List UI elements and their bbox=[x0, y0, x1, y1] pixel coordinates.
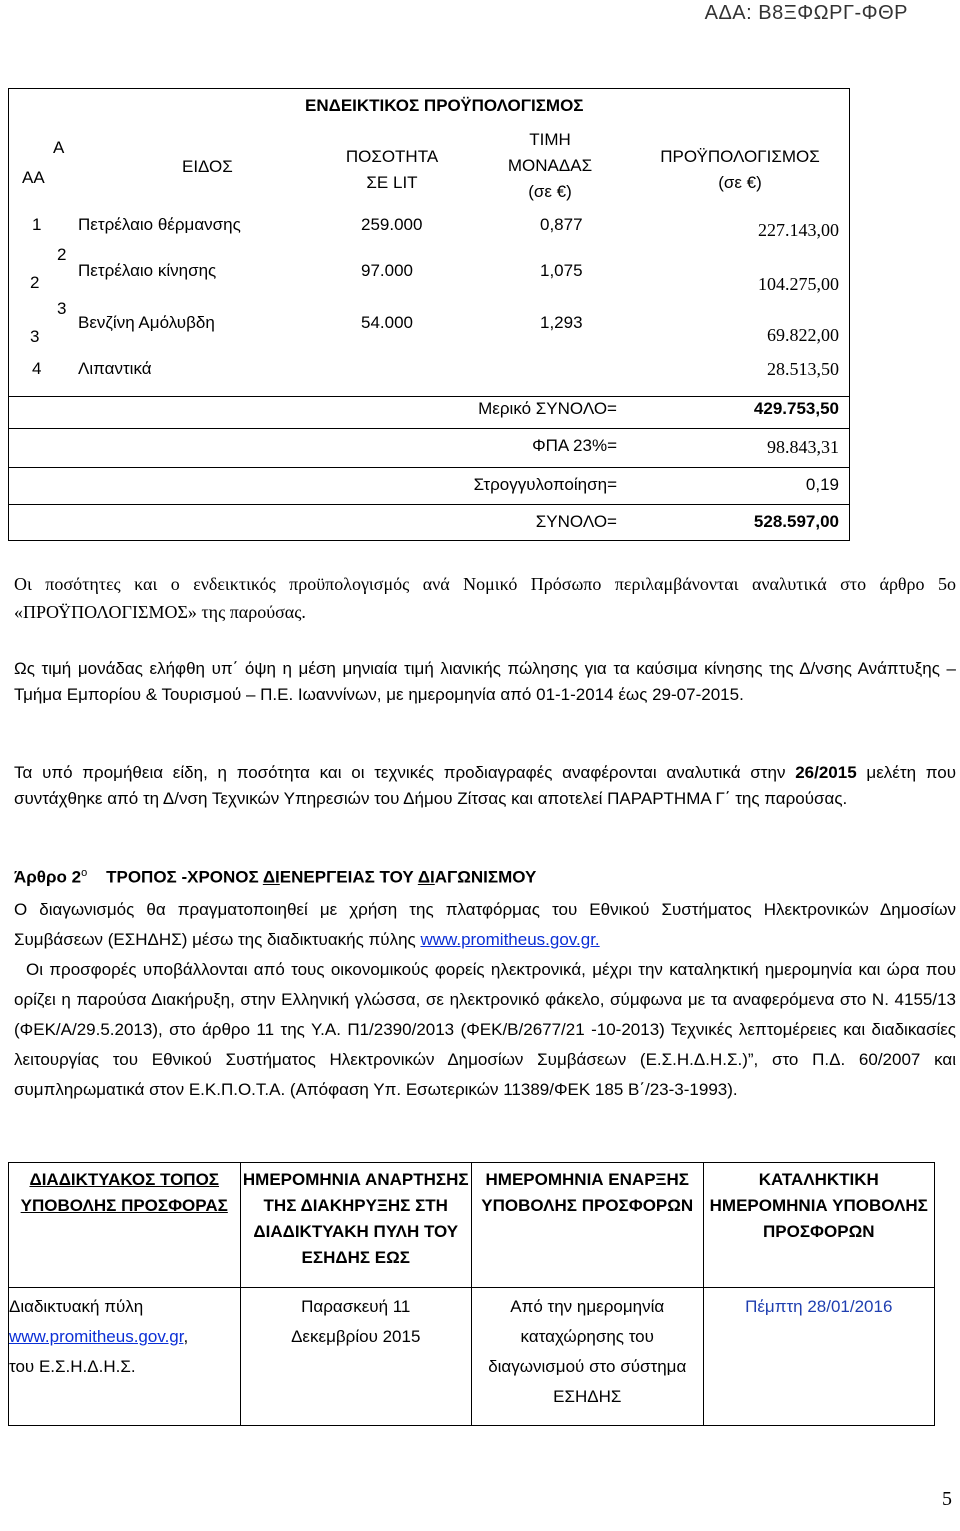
table-divider bbox=[8, 396, 850, 397]
row-3-num-sup: 3 bbox=[57, 299, 67, 318]
row-4-item: Λιπαντικά bbox=[78, 359, 152, 378]
article-heading: Άρθρο $2^o$ ΤΡΟΠΟΣ -ΧΡΟΝΟΣ ΔΙΕΝΕΡΓΕΙΑΣ ΤΟΥ ΔΙΑΓΩΝΙΣΜΟΥ bbox=[14, 867, 537, 887]
row-2-qty: 97.000 bbox=[361, 261, 413, 280]
row-2-price: 1,075 bbox=[540, 261, 583, 280]
vat-label: ΦΠΑ 23%= bbox=[532, 436, 617, 455]
row-3-total: 69.822,00 bbox=[767, 325, 839, 345]
ada-code: ΑΔΑ: Β8ΞΦΩΡΓ-ΦΘΡ bbox=[704, 2, 908, 24]
row-3-qty: 54.000 bbox=[361, 313, 413, 332]
row-1-price: 0,877 bbox=[540, 215, 583, 234]
col-budget: ΠΡΟΫΠΟΛΟΓΙΣΜΟΣ (σε €) bbox=[660, 147, 820, 192]
col-aa-top: Α bbox=[53, 138, 65, 157]
value-start-date: Από την ημερομηνία καταχώρησης του διαγωνισμού στο σύστημα ΕΣΗΔΗΣ bbox=[472, 1288, 704, 1426]
col-item: ΕΙΔΟΣ bbox=[182, 157, 233, 176]
study-number: 26/2015 bbox=[795, 763, 857, 782]
paragraph-specifications: Τα υπό προμήθεια είδη, η ποσότητα και οι τεχνικές προδιαγραφές αναφέρονται αναλυτικά στην 26/2015 μελέτη που συντάχθηκε από τη Δ/νση Τεχνικών Υπηρεσιών του Δήμου Ζίτσας και αποτελεί ΠΑΡΑΡΤΗΜΑ Γ΄ της παρούσας. bbox=[14, 763, 957, 808]
table-divider bbox=[8, 428, 850, 429]
paragraph-quantities: Οι ποσότητες και ο ενδεικτικός προϋπολογισμός ανά Νομικό Πρόσωπο περιλαμβάνονται αναλυτικά στο άρθρο 5ο «ΠΡΟΫΠΟΛΟΓΙΣΜΟΣ» της παρούσας. bbox=[14, 574, 956, 622]
row-1-item: Πετρέλαιο θέρμανσης bbox=[78, 215, 241, 234]
promitheus-link[interactable]: www.promitheus.gov.gr. bbox=[420, 930, 600, 949]
subtotal-label: Μερικό ΣΥΝΟΛΟ= bbox=[478, 399, 617, 418]
page-number: 5 bbox=[942, 1488, 952, 1510]
subtotal-value: 429.753,50 bbox=[753, 399, 839, 418]
header-start-date: ΗΜΕΡΟΜΗΝΙΑ ΕΝΑΡΞΗΣ ΥΠΟΒΟΛΗΣ ΠΡΟΣΦΟΡΩΝ bbox=[472, 1163, 704, 1288]
paragraph-submission: Οι προσφορές υποβάλλονται από τους οικονομικούς φορείς ηλεκτρονικά, μέχρι την καταληκτική ημερομηνία και ώρα που ορίζει η παρούσα Διακήρυξη, στην Ελληνική γλώσσα, σε ηλεκτρονικό φάκελο, σύμφωνα με τα αναφερόμενα στο Ν. 4155/13 (ΦΕΚ/Α/29.5.2013), στο άρθρο 11 της Υ.Α. Π1/2390/2013 (ΦΕΚ/Β/2677/21 -10-2013) Τεχνικές λεπτομέρειες και διαδικασίες λειτουργίας του Εθνικού Συστήματος Ηλεκτρονικών Δημοσίων Συμβάσεων (Ε.Σ.Η.Δ.Η.Σ.)”, στο Π.Δ. 60/2007 και συμπληρωματικά στον Ε.Κ.Π.Ο.Τ.Α. (Απόφαση Υπ. Εσωτερικών 11389/ΦΕΚ 185 Β΄/23-3-1993). bbox=[14, 960, 956, 1099]
row-4-total: 28.513,50 bbox=[767, 359, 839, 379]
row-2-total: 104.275,00 bbox=[758, 274, 839, 294]
value-deadline: Πέμπτη 28/01/2016 bbox=[703, 1288, 935, 1426]
rounding-label: Στρογγυλοποίηση= bbox=[473, 475, 617, 494]
row-1-total: 227.143,00 bbox=[758, 220, 839, 240]
vat-value: 98.843,31 bbox=[767, 437, 839, 457]
paragraph-unit-price: Ως τιμή μονάδας ελήφθη υπ΄ όψη η μέση μηνιαία τιμή λιανικής πώλησης για τα καύσιμα κίνησης της Δ/νσης Ανάπτυξης – Τμήμα Εμπορίου & Τουρισμού – Π.Ε. Ιωαννίνων, με ημερομηνία από 01-1-2014 έως 29-07-2015. bbox=[14, 659, 956, 704]
row-3-num: 3 bbox=[30, 327, 40, 346]
row-4-num: 4 bbox=[32, 359, 42, 378]
row-1-qty: 259.000 bbox=[361, 215, 423, 234]
value-submission-site: Διαδικτυακή πύλη www.promitheus.gov.gr, του Ε.Σ.Η.Δ.Η.Σ. bbox=[9, 1288, 241, 1426]
col-quantity: ΠΟΣΟΤΗΤΑ ΣΕ LIT bbox=[345, 147, 439, 192]
header-deadline: ΚΑΤΑΛΗΚΤΙΚΗ ΗΜΕΡΟΜΗΝΙΑ ΥΠΟΒΟΛΗΣ ΠΡΟΣΦΟΡΩΝ bbox=[703, 1163, 935, 1288]
row-2-item: Πετρέλαιο κίνησης bbox=[78, 261, 217, 280]
total-value: 528.597,00 bbox=[753, 512, 839, 531]
row-1-num: 1 bbox=[32, 215, 42, 234]
col-unit-price: ΤΙΜΗ ΜΟΝΑΔΑΣ (σε €) bbox=[507, 130, 593, 201]
total-label: ΣΥΝΟΛΟ= bbox=[535, 512, 617, 531]
row-3-price: 1,293 bbox=[540, 313, 583, 332]
row-2-num-sup: 2 bbox=[57, 245, 67, 264]
rounding-value: 0,19 bbox=[805, 475, 839, 494]
row-3-item: Βενζίνη Αμόλυβδη bbox=[78, 313, 215, 332]
paragraph-platform: Ο διαγωνισμός θα πραγματοποιηθεί με χρήση της πλατφόρμας του Εθνικού Συστήματος Ηλεκτρονικών Δημοσίων Συμβάσεων (ΕΣΗΔΗΣ) μέσω της διαδικτυακής πύλης www.promitheus.gov.gr. bbox=[14, 900, 956, 949]
budget-title: ΕΝΔΕΙΚΤΙΚΟΣ ΠΡΟΫΠΟΛΟΓΙΣΜΟΣ bbox=[305, 96, 584, 115]
row-2-num: 2 bbox=[30, 273, 40, 292]
col-aa: ΑΑ bbox=[22, 168, 45, 187]
value-posting-date: Παρασκευή 11 Δεκεμβρίου 2015 bbox=[240, 1288, 472, 1426]
table-divider bbox=[8, 467, 850, 468]
table-divider bbox=[8, 504, 850, 505]
header-posting-date: ΗΜΕΡΟΜΗΝΙΑ ΑΝΑΡΤΗΣΗΣ ΤΗΣ ΔΙΑΚΗΡΥΞΗΣ ΣΤΗ ΔΙΑΔΙΚΤΥΑΚΗ ΠΥΛΗ ΤΟΥ ΕΣΗΔΗΣ ΕΩΣ bbox=[240, 1163, 472, 1288]
header-submission-site: ΔΙΑΔΙΚΤΥΑΚΟΣ ΤΟΠΟΣ ΥΠΟΒΟΛΗΣ ΠΡΟΣΦΟΡΑΣ bbox=[9, 1163, 241, 1288]
dates-table bbox=[8, 1162, 935, 1426]
promitheus-link-table[interactable]: www.promitheus.gov.gr bbox=[9, 1327, 184, 1346]
